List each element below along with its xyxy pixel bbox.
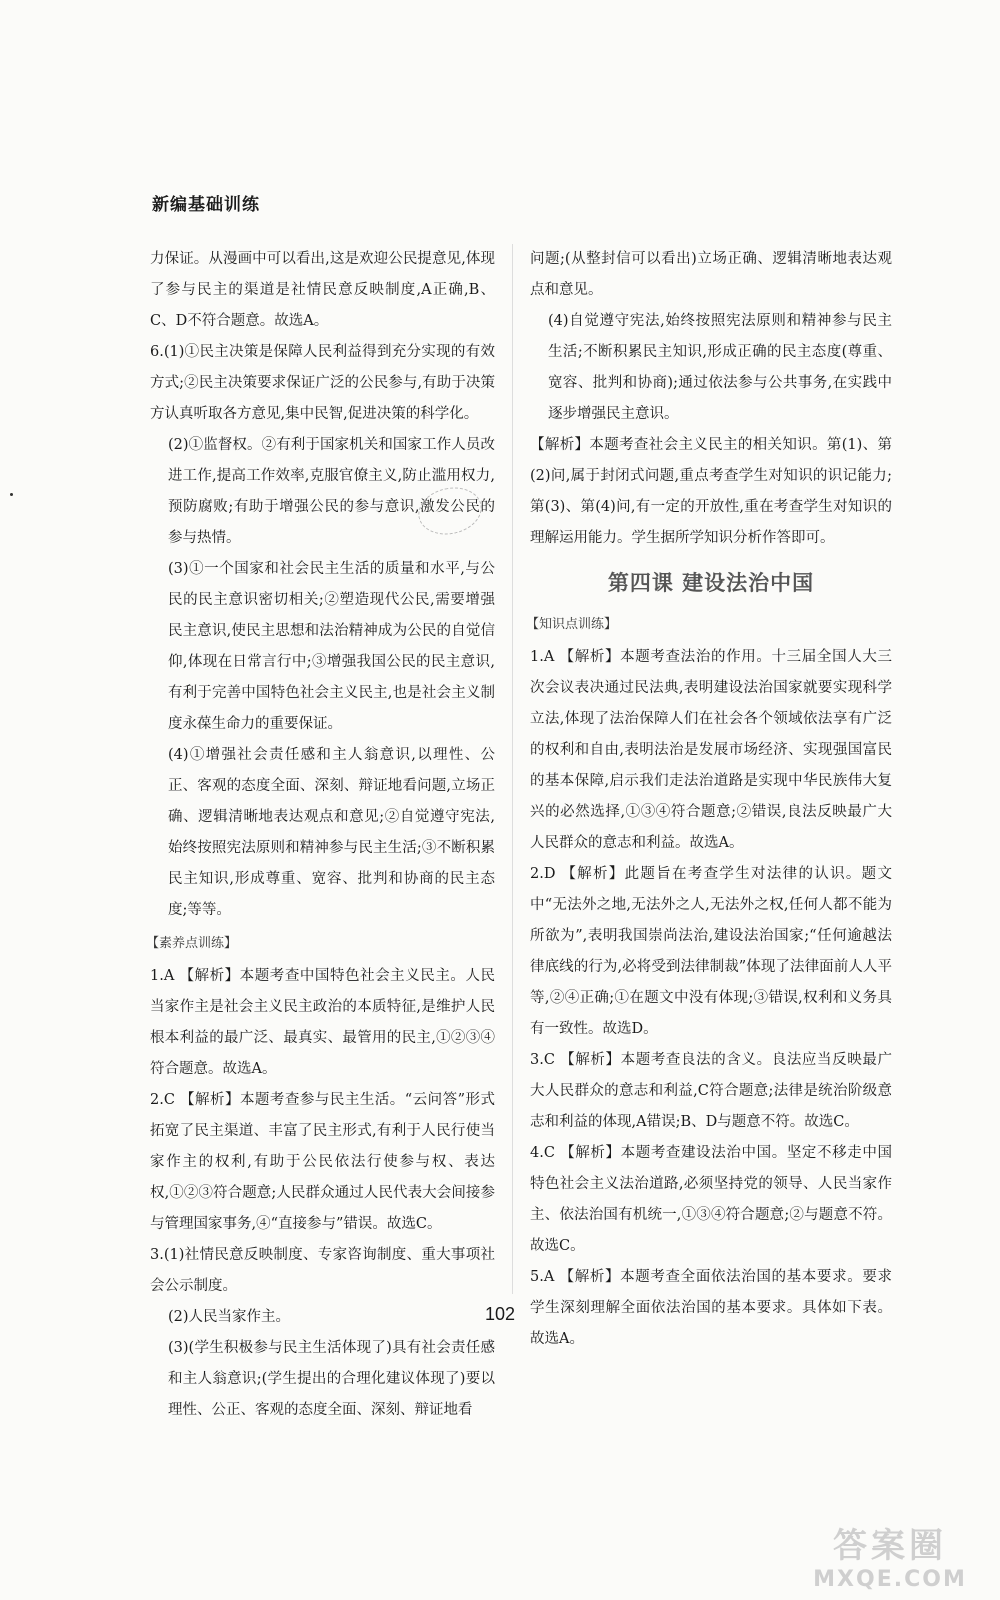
- site-watermark-logo: [790, 1518, 990, 1592]
- left-column: [146, 244, 495, 1426]
- right-paragraph: (4)自觉遵守宪法,始终按照宪法原则和精神参与民主生活;不断积累民主知识,形成正确的民主态度(尊重、宽容、批判和协商);通过依法参与公共事务,在实践中逐步增强民主意识。: [548, 313, 892, 422]
- answer-item: 4.C 【解析】本题考查建设法治中国。坚定不移走中国特色社会主义法治道路,必须坚持党的领导、人民当家作主、依法治国有机统一,①③④符合题意;②与题意不符。故选C。: [530, 1145, 892, 1254]
- analysis-paragraph: 【解析】本题考查社会主义民主的相关知识。第(1)、第(2)问,属于封闭式问题,重点考查学生对知识的识记能力;第(3)、第(4)问,有一定的开放性,重在考查学生对知识的理解运用能力。学生据所学知识分析作答即可。: [530, 437, 892, 546]
- section-label-zhishi: 【知识点训练】: [526, 617, 618, 632]
- left-paragraph: (4)①增强社会责任感和主人翁意识,以理性、公正、客观的态度全面、深刻、辩证地看问题,立场正确、逻辑清晰地表达观点和意见;②自觉遵守宪法,始终按照宪法原则和精神参与民主生活;③不断积累民主知识,形成尊重、宽容、批判和协商的民主态度;等等。: [168, 747, 495, 918]
- answer-item: (2)人民当家作主。: [168, 1309, 291, 1325]
- page-header-title: 新编基础训练: [152, 195, 260, 215]
- right-paragraph: 问题;(从整封信可以看出)立场正确、逻辑清晰地表达观点和意见。: [530, 251, 892, 298]
- left-paragraph: (3)①一个国家和社会民主生活的质量和水平,与公民的民主意识密切相关;②塑造现代公民,需要增强民主意识,使民主思想和法治精神成为公民的自觉信仰,体现在日常言行中;③增强我国公民的民主意识,有利于完善中国特色社会主义民主,也是社会主义制度永葆生命力的重要保证。: [168, 561, 495, 732]
- watermark-top-text: 答案圈: [833, 1526, 947, 1566]
- answer-item: (3)(学生积极参与民主生活体现了)具有社会责任感和主人翁意识;(学生提出的合理化建议体现了)要以理性、公正、客观的态度全面、深刻、辩证地看: [168, 1340, 495, 1418]
- left-paragraph: (2)①监督权。②有利于国家机关和国家工作人员改进工作,提高工作效率,克服官僚主义,防止滥用权力,预防腐败;有助于增强公民的参与意识,激发公民的参与热情。: [168, 437, 495, 546]
- answer-item: 2.C 【解析】本题考查参与民主生活。“云问答”形式拓宽了民主渠道、丰富了民主形式,有利于人民行使当家作主的权利,有助于公民依法行使参与权、表达权,①②③符合题意;人民群众通过人民代表大会间接参与管理国家事务,④“直接参与”错误。故选C。: [150, 1092, 495, 1232]
- lesson-title: 第四课 建设法治中国: [607, 571, 815, 595]
- right-column: [526, 244, 892, 1355]
- left-paragraph: 6.(1)①民主决策是保障人民利益得到充分实现的有效方式;②民主决策要求保证广泛的公民参与,有助于决策方认真听取各方意见,集中民智,促进决策的科学化。: [150, 344, 495, 422]
- answer-item: 3.C 【解析】本题考查良法的含义。良法应当反映最广大人民群众的意志和利益,C符合题意;法律是统治阶级意志和利益的体现,A错误;B、D与题意不符。故选C。: [530, 1052, 892, 1130]
- watermark-bottom-text: MXQE.COM: [813, 1567, 967, 1592]
- left-paragraph: 力保证。从漫画中可以看出,这是欢迎公民提意见,体现了参与民主的渠道是社情民意反映制度,A正确,B、C、D不符合题意。故选A。: [150, 251, 495, 329]
- answer-item: 2.D 【解析】此题旨在考查学生对法律的认识。题文中“无法外之地,无法外之人,无法外之权,任何人都不能为所欲为”,表明我国崇尚法治,建设法治国家;“任何逾越法律底线的行为,必将受到法律制裁”体现了法律面前人人平等,②④正确;①在题文中没有体现;③错误,权利和义务具有一致性。故选D。: [530, 866, 892, 1037]
- answer-item: 1.A 【解析】本题考查法治的作用。十三届全国人大三次会议表决通过民法典,表明建设法治国家就要实现科学立法,体现了法治保障人们在社会各个领域依法享有广泛的权利和自由,表明法治是发展市场经济、实现强国富民的基本保障,启示我们走法治道路是实现中华民族伟大复兴的必然选择,①③④符合题意;②错误,良法反映最广大人民群众的意志和利益。故选A。: [530, 649, 892, 851]
- column-divider: [512, 244, 513, 1294]
- answer-item: 5.A 【解析】本题考查全面依法治国的基本要求。要求学生深刻理解全面依法治国的基本要求。具体如下表。故选A。: [530, 1269, 892, 1347]
- section-label-suyang: 【素养点训练】: [146, 936, 238, 951]
- page-number: 102: [484, 1304, 516, 1324]
- answer-item: 3.(1)社情民意反映制度、专家咨询制度、重大事项社会公示制度。: [150, 1247, 495, 1294]
- scan-speck: [10, 493, 13, 496]
- answer-item: 1.A 【解析】本题考查中国特色社会主义民主。人民当家作主是社会主义民主政治的本质特征,是维护人民根本利益的最广泛、最真实、最管用的民主,①②③④符合题意。故选A。: [150, 968, 495, 1077]
